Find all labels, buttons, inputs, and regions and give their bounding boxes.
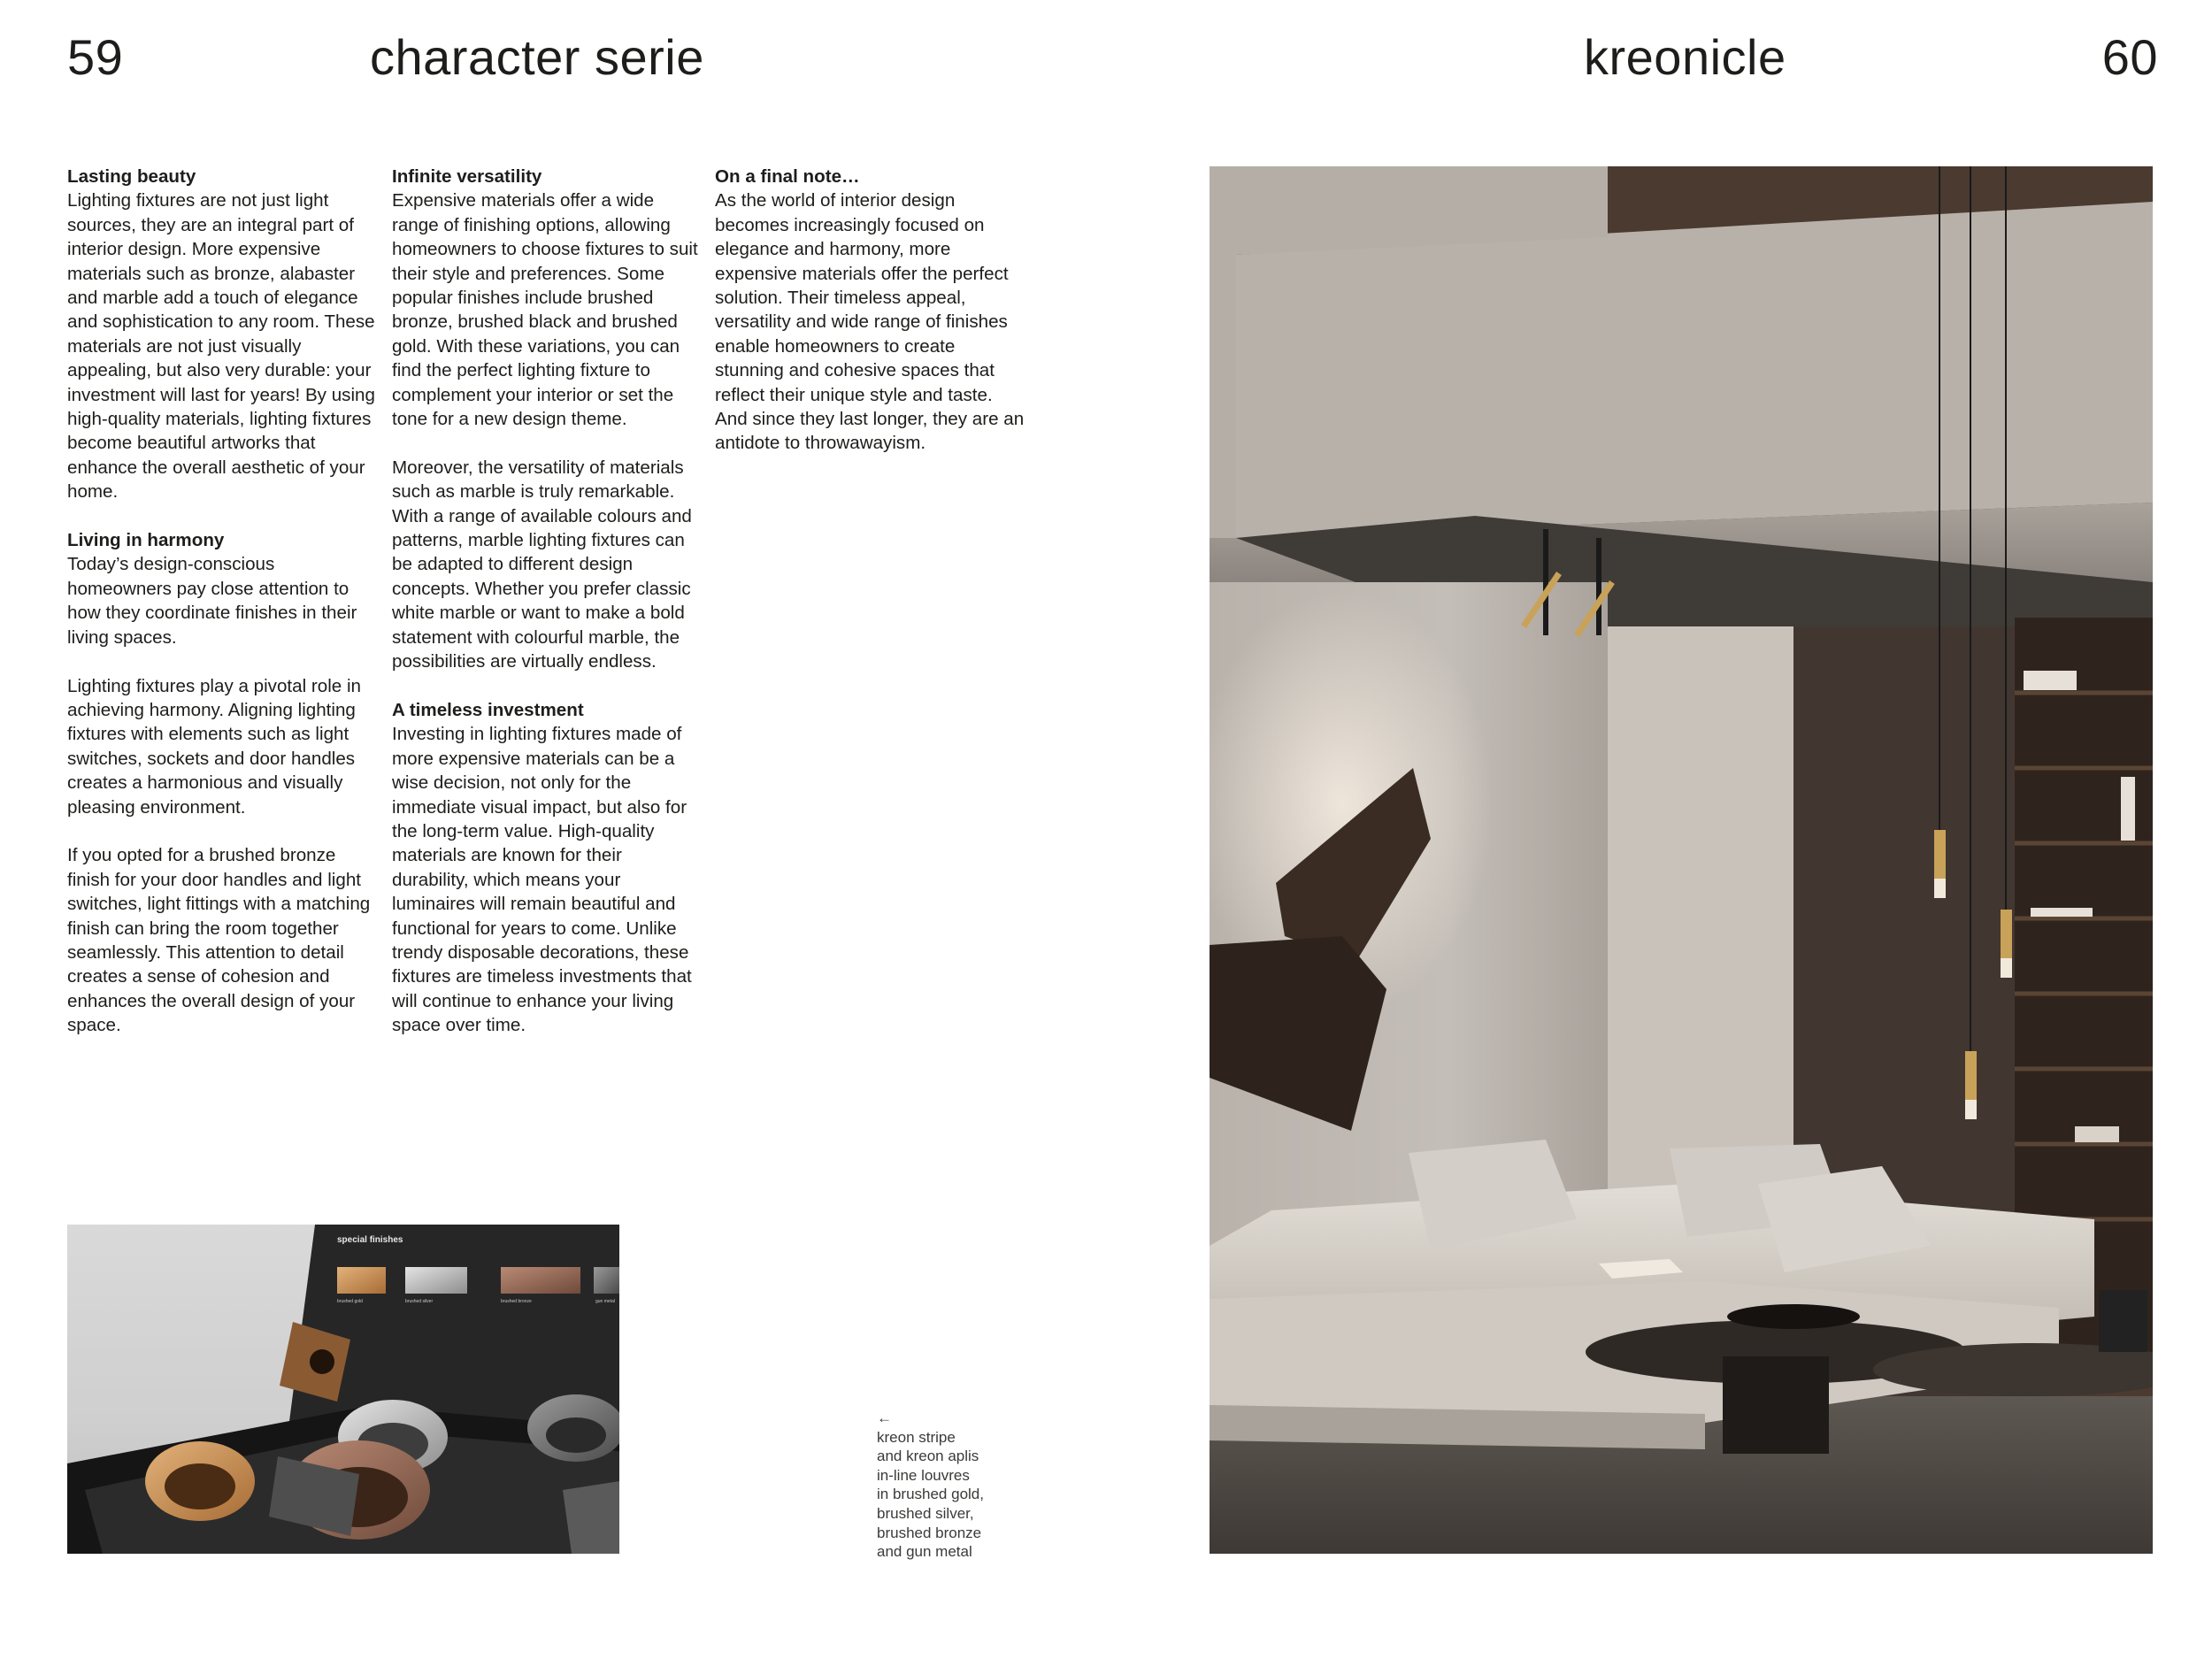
text-column-3	[715, 165, 1026, 480]
paragraph: Lighting fixtures play a pivotal role in achieving harmony. Aligning lighting fixtures with elements such as light switches, sockets and door handles creates a harmonious and visually pleasing environment.	[67, 675, 361, 818]
heading-lasting-beauty: Lasting beauty	[67, 166, 196, 187]
caption-line: brushed silver,	[877, 1504, 974, 1522]
caption-line: in brushed gold,	[877, 1486, 984, 1503]
paragraph: As the world of interior design becomes increasingly focused on elegance and harmony, more expensive materials offer the perfect solution. Their timeless appeal, versatility and wide range of finishes enable homeowners to create stunning and cohesive spaces that reflect their unique style and taste. And since they last longer, they are an antidote to throwawayism.	[715, 190, 1025, 454]
caption-line: and gun metal	[877, 1543, 972, 1561]
swatch-label-gold: brushed gold	[337, 1299, 363, 1304]
heading-infinite-versatility: Infinite versatility	[392, 166, 542, 187]
interior-illustration	[1210, 166, 2153, 1554]
pendant-lamp-gold	[1934, 830, 1946, 879]
brand-name: kreonicle	[1584, 29, 1786, 85]
louvre-gun-metal-inner	[546, 1417, 606, 1453]
pendant-lamp-alabaster	[2001, 958, 2012, 978]
cube-grey	[563, 1481, 619, 1554]
decor-vase	[2099, 1290, 2147, 1352]
caption-line: and kreon aplis	[877, 1448, 979, 1465]
arrow-left-icon: ←	[877, 1409, 892, 1426]
text-column-1	[67, 165, 379, 1062]
swatch-brushed-silver	[405, 1267, 467, 1294]
books	[2075, 1126, 2119, 1142]
finishes-sample-box-photo	[67, 1225, 619, 1554]
left-page-number: 59	[67, 29, 124, 85]
pendant-lamp-gold	[1965, 1051, 1977, 1100]
louvre-gold-inner	[165, 1463, 235, 1509]
box-lid-title: special finishes	[337, 1235, 403, 1245]
swatch-brushed-bronze	[501, 1267, 580, 1294]
text-column-2	[392, 165, 703, 1062]
swatch-label-silver: brushed silver	[405, 1299, 434, 1304]
swatch-gun-metal	[594, 1267, 619, 1294]
cube-bronze-hole	[310, 1349, 334, 1374]
coffee-table-base	[1723, 1356, 1829, 1454]
finishes-illustration	[67, 1225, 619, 1554]
paragraph: Expensive materials offer a wide range of finishing options, allowing homeowners to choose fixtures to suit their style and preferences. Some popular finishes include brushed bronze, brushed black and brushed gold. With these variations, you can find the perfect lighting fixture to complement your interior or set the tone for a new design theme.	[392, 190, 698, 430]
pendant-lamp-alabaster	[1965, 1100, 1977, 1119]
swatch-label-bronze: brushed bronze	[501, 1299, 532, 1304]
heading-timeless-investment: A timeless investment	[392, 699, 584, 720]
series-title: character serie	[370, 29, 704, 85]
paragraph: Lighting fixtures are not just light sources, they are an integral part of interior design. More expensive materials such as bronze, alabaster and marble add a touch of elegance and sophistication to any room. These materials are not just visually appealing, but also very durable: your investment will last for years! By using high-quality materials, lighting fixtures become beautiful artworks that enhance the overall aesthetic of your home.	[67, 190, 375, 503]
books	[2121, 777, 2135, 841]
heading-final-note: On a final note…	[715, 166, 860, 187]
books	[2024, 671, 2077, 690]
pendant-lamp-alabaster	[1934, 879, 1946, 898]
heading-living-in-harmony: Living in harmony	[67, 530, 225, 551]
swatch-brushed-gold	[337, 1267, 386, 1294]
paragraph: If you opted for a brushed bronze finish for your door handles and light switches, light fittings with a matching finish can bring the room together seamlessly. This attention to detail creates a sense of cohesion and enhances the overall design of your space.	[67, 845, 371, 1036]
pendant-lamp-gold	[2001, 910, 2012, 958]
mezzanine-wall	[1236, 202, 2153, 538]
caption-line: in-line louvres	[877, 1466, 970, 1484]
paragraph: Today’s design-conscious homeowners pay close attention to how they coordinate finishes in their living spaces.	[67, 554, 357, 648]
photo-caption	[877, 1409, 1027, 1562]
interior-living-room-photo	[1210, 166, 2153, 1554]
books	[2031, 908, 2093, 917]
caption-line: kreon stripe	[877, 1428, 956, 1446]
swatch-label-gun-metal: gun metal	[595, 1299, 615, 1304]
right-page-number: 60	[2101, 29, 2158, 85]
paragraph: Investing in lighting fixtures made of more expensive materials can be a wise decision, not only for the immediate visual impact, but also for the long-term value. High-quality materials are known for their durability, which means your luminaires will remain beautiful and functional for years to come. Unlike trendy disposable decorations, these fixtures are timeless investments that will continue to enhance your living space over time.	[392, 724, 692, 1036]
decor-bowl	[1727, 1304, 1860, 1329]
caption-line: brushed bronze	[877, 1524, 982, 1541]
paragraph: Moreover, the versatility of materials such as marble is truly remarkable. With a range of available colours and patterns, marble lighting fixtures can be adapted to different design concepts. Whether you prefer classic white marble or want to make a bold statement with colourful marble, the possibilities are virtually endless.	[392, 457, 692, 672]
